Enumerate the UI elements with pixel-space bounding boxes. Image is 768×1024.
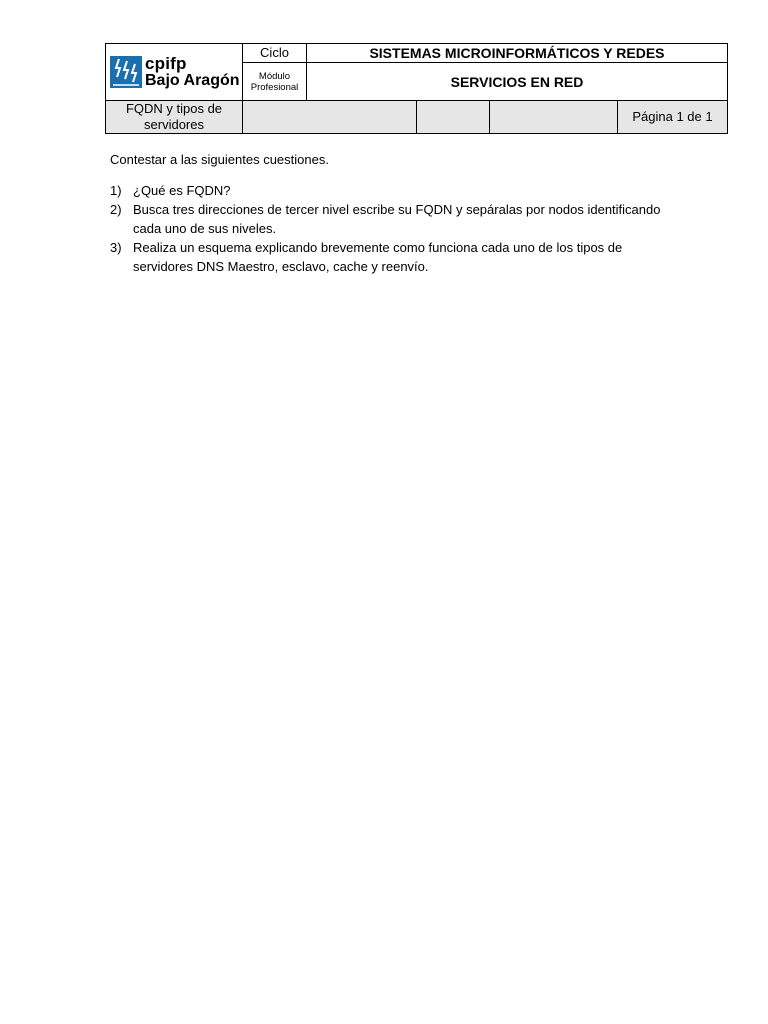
logo-mark-icon: [110, 56, 142, 88]
logo-line-2: Bajo Aragón: [145, 72, 240, 89]
school-logo: [106, 55, 242, 89]
document-body: [110, 150, 670, 276]
topic-cell: FQDN y tipos de servidores: [106, 101, 243, 134]
question-item: [110, 238, 670, 276]
question-text: Busca tres direcciones de tercer nivel escribe su FQDN y sepáralas por nodos identificando cada uno de sus niveles.: [133, 202, 661, 236]
question-number: 2): [110, 202, 122, 217]
logo-line-1: cpifp: [145, 54, 187, 73]
modulo-value: SERVICIOS EN RED: [307, 63, 728, 101]
intro-text: Contestar a las siguientes cuestiones.: [110, 152, 329, 167]
modulo-label: Módulo Profesional: [243, 63, 307, 101]
question-number: 3): [110, 240, 122, 255]
page-number: Página 1 de 1: [618, 101, 728, 134]
question-item: [110, 200, 670, 238]
ciclo-value: SISTEMAS MICROINFORMÁTICOS Y REDES: [307, 44, 728, 63]
document-header-table: [105, 43, 728, 134]
question-item: [110, 181, 670, 200]
empty-cell-2: [417, 101, 490, 134]
ciclo-label: Ciclo: [243, 44, 307, 63]
question-text: ¿Qué es FQDN?: [133, 183, 231, 198]
empty-cell-1: [243, 101, 417, 134]
questions-list: [110, 181, 670, 276]
logo-cell: [106, 44, 243, 101]
question-number: 1): [110, 183, 122, 198]
empty-cell-3: [490, 101, 618, 134]
question-text: Realiza un esquema explicando brevemente como funciona cada uno de los tipos de servidores DNS Maestro, esclavo, cache y reenvío.: [133, 240, 623, 274]
